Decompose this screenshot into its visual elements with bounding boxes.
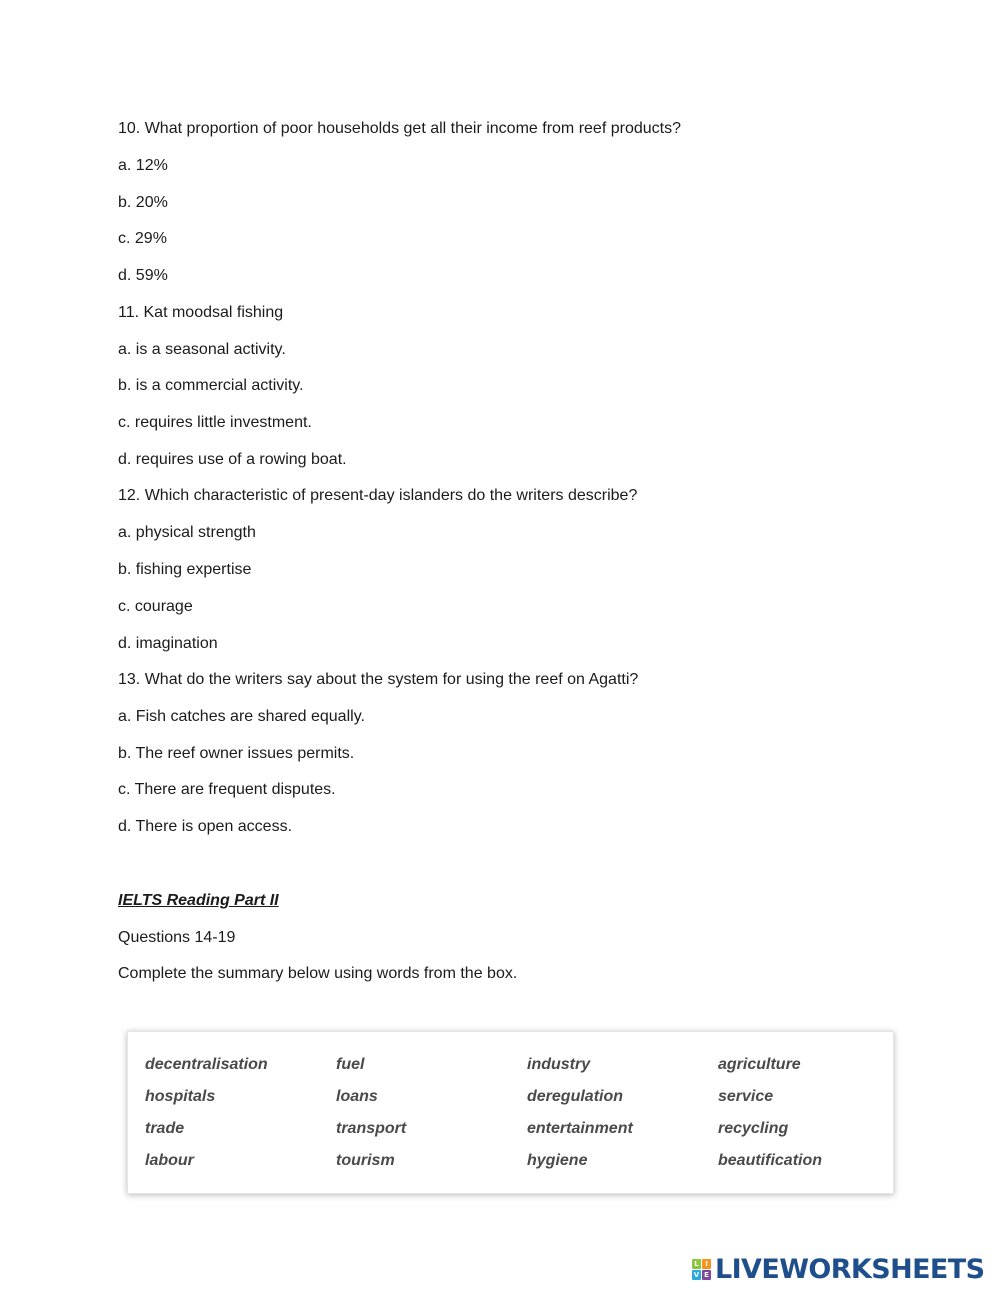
word-recycling: recycling (718, 1120, 789, 1137)
word-decentralisation: decentralisation (145, 1056, 268, 1073)
section-title: IELTS Reading Part II (118, 892, 279, 909)
question-10-option-b: b. 20% (118, 194, 168, 211)
word-box (127, 1031, 894, 1194)
question-12-option-d: d. imagination (118, 635, 218, 652)
instruction-text: Complete the summary below using words from the box. (118, 965, 518, 982)
word-trade: trade (145, 1120, 185, 1137)
word-transport: transport (336, 1120, 407, 1137)
question-11-option-a: a. is a seasonal activity. (118, 341, 286, 358)
word-hospitals: hospitals (145, 1088, 216, 1105)
questions-range: Questions 14-19 (118, 929, 236, 946)
logo-mark-letter: L (692, 1259, 701, 1269)
question-10-option-d: d. 59% (118, 267, 168, 284)
word-tourism: tourism (336, 1152, 395, 1169)
question-11-option-b: b. is a commercial activity. (118, 377, 304, 394)
question-11-option-c: c. requires little investment. (118, 414, 312, 431)
word-beautification: beautification (718, 1152, 823, 1169)
question-10-text: 10. What proportion of poor households get all their income from reef products? (118, 120, 681, 137)
word-labour: labour (145, 1152, 194, 1169)
liveworksheets-logo (692, 1255, 984, 1285)
word-entertainment: entertainment (527, 1120, 633, 1137)
logo-text: LIVEWORKSHEETS (715, 1254, 985, 1285)
question-13-option-d: d. There is open access. (118, 818, 293, 835)
question-11-text: 11. Kat moodsal fishing (118, 304, 284, 321)
question-13-option-a: a. Fish catches are shared equally. (118, 708, 365, 725)
question-12-option-b: b. fishing expertise (118, 561, 252, 578)
question-12-text: 12. Which characteristic of present-day islanders do the writers describe? (118, 487, 638, 504)
question-10-option-a: a. 12% (118, 157, 168, 174)
logo-mark-letter: E (702, 1270, 711, 1280)
question-12-option-c: c. courage (118, 598, 193, 615)
logo-mark-letter: I (702, 1259, 711, 1269)
logo-mark-letter: V (693, 1271, 700, 1279)
word-loans: loans (336, 1088, 378, 1105)
word-industry: industry (527, 1056, 591, 1073)
question-10-option-c: c. 29% (118, 230, 167, 247)
question-13-option-c: c. There are frequent disputes. (118, 781, 336, 798)
word-deregulation: deregulation (527, 1088, 624, 1105)
question-12-option-a: a. physical strength (118, 524, 256, 541)
word-agriculture: agriculture (718, 1056, 801, 1073)
question-13-option-b: b. The reef owner issues permits. (118, 745, 355, 762)
word-service: service (718, 1088, 774, 1105)
question-11-option-d: d. requires use of a rowing boat. (118, 451, 347, 468)
question-13-text: 13. What do the writers say about the system for using the reef on Agatti? (118, 671, 639, 688)
logo-mark-icon (692, 1259, 712, 1281)
word-hygiene: hygiene (527, 1152, 588, 1169)
word-fuel: fuel (336, 1056, 365, 1073)
